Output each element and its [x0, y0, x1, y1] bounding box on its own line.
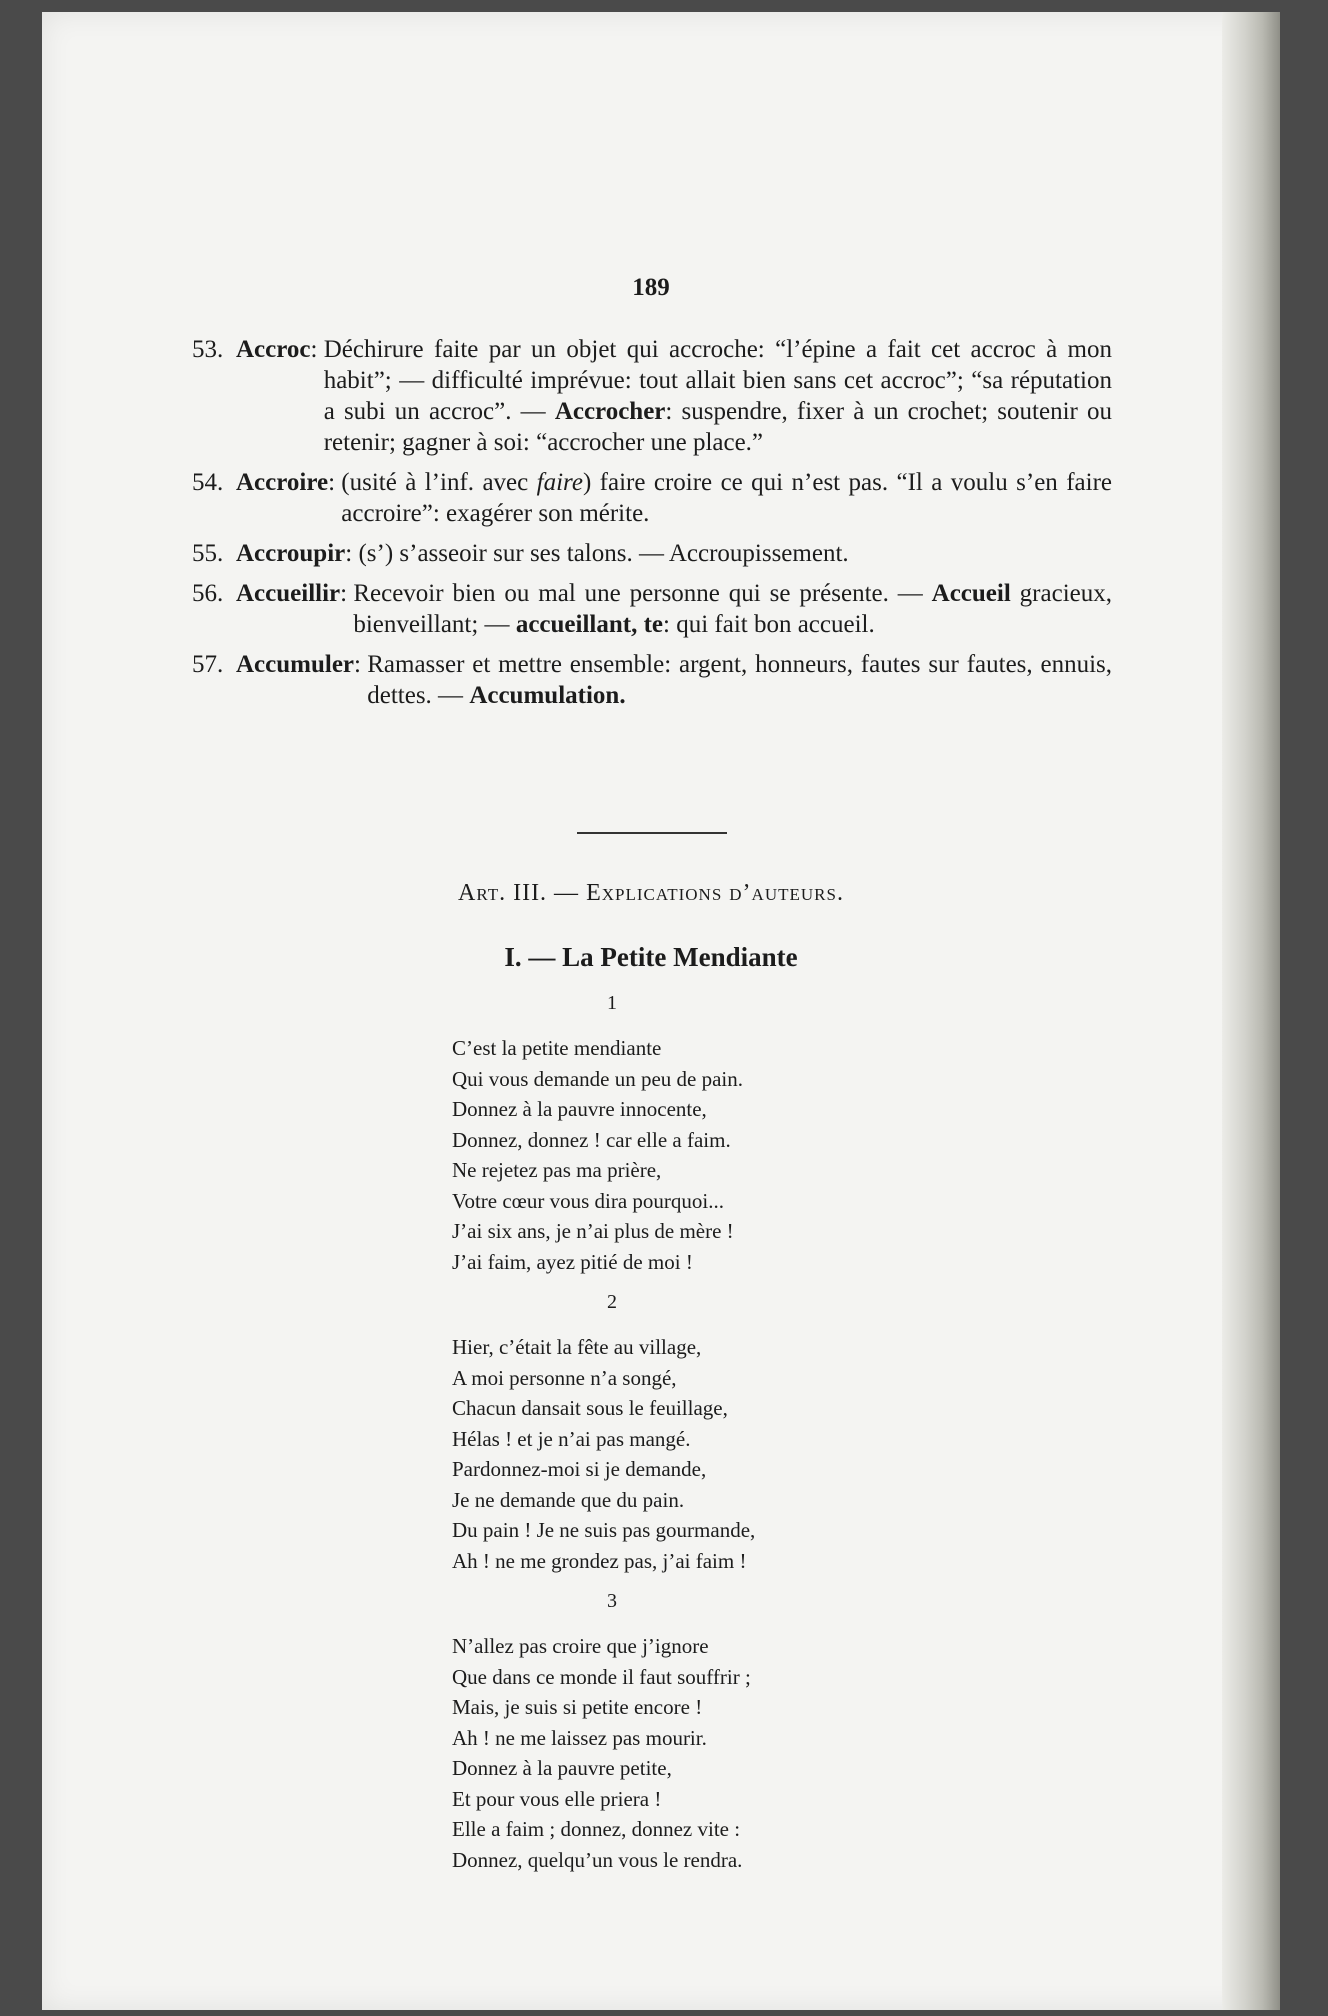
definition-term: Accumulation.	[469, 682, 626, 709]
definition-text: ) faire croire ce qui n’est pas. “Il a voulu s’en faire accroire”: exagérer son mérite.	[341, 469, 1113, 527]
poem-line: Qui vous demande un peu de pain.	[452, 1066, 744, 1091]
poem-line: Ah ! ne me laissez pas mourir.	[452, 1725, 707, 1750]
poem-line: Donnez, quelqu’un vous le rendra.	[452, 1847, 743, 1872]
entry-colon: :	[310, 336, 324, 363]
entry-definition	[341, 467, 1112, 529]
article-heading-title: Explications d’auteurs.	[586, 880, 844, 906]
entry-colon: :	[340, 580, 354, 607]
entry	[192, 538, 1112, 569]
entry-headword: Accumuler	[236, 651, 355, 678]
poem-title: I. — La Petite Mendiante	[504, 942, 798, 972]
stanza	[452, 1291, 972, 1576]
entry	[192, 649, 1112, 711]
poem-line: Elle a faim ; donnez, donnez vite :	[452, 1817, 741, 1841]
stanza-number: 1	[607, 992, 617, 1014]
entry-definition	[353, 578, 1112, 640]
definition-term: Accrocher	[554, 398, 666, 425]
page-number: 189	[632, 274, 670, 301]
poem-line: Donnez à la pauvre petite,	[452, 1756, 672, 1780]
poem-line: Que dans ce monde il faut souffrir ;	[452, 1664, 751, 1689]
page-edge	[1222, 12, 1280, 2010]
poem-line: Je ne demande que du pain.	[452, 1487, 685, 1512]
definition-italic: faire	[536, 469, 583, 496]
poem-line: Donnez à la pauvre innocente,	[452, 1097, 707, 1121]
stanza-lines	[452, 1631, 972, 1875]
poem-line: C’est la petite mendiante	[452, 1036, 662, 1060]
entry	[192, 334, 1112, 458]
entry-definition	[358, 538, 1112, 569]
poem-line: A moi personne n’a songé,	[452, 1365, 677, 1390]
definition-term: Accueil	[931, 580, 1011, 607]
stanza	[452, 1590, 972, 1875]
definition-text: gracieux, bienveillant; —	[353, 580, 1112, 638]
poem-line: Chacun dansait sous le feuillage,	[452, 1396, 728, 1420]
stanza	[452, 992, 972, 1277]
article-heading	[42, 880, 1260, 907]
definition-text: Recevoir bien ou mal une personne qui se présente. —	[353, 580, 932, 607]
definition-text: : qui fait bon accueil.	[663, 611, 875, 638]
section-divider	[577, 832, 727, 834]
definition-text: Ramasser et mettre ensemble: argent, honneurs, fautes sur fautes, ennuis, dettes. —	[367, 651, 1112, 709]
definition-text: : suspendre, fixer à un crochet; soutenir ou retenir; gagner à soi: “accrocher une place.”	[323, 398, 1112, 456]
entry-definition	[324, 334, 1112, 458]
entry-headword: Accroc	[236, 336, 311, 363]
stanza-lines	[452, 1033, 972, 1277]
entry-number: 56.	[192, 580, 224, 607]
poem-line: Votre cœur vous dira pourquoi...	[452, 1188, 724, 1213]
entry-colon: :	[328, 469, 342, 496]
poem-line: Et pour vous elle priera !	[452, 1786, 662, 1811]
poem-line: Mais, je suis si petite encore !	[452, 1695, 703, 1719]
poem-line: Pardonnez-moi si je demande,	[452, 1457, 707, 1481]
entry-number: 54.	[192, 469, 224, 496]
entry-number: 57.	[192, 651, 224, 678]
entry-headword: Accroire	[236, 469, 329, 496]
book-page	[42, 12, 1280, 2010]
stanza-number: 3	[607, 1590, 617, 1612]
poem-line: Ah ! ne me grondez pas, j’ai faim !	[452, 1548, 747, 1573]
poem-line: Donnez, donnez ! car elle a faim.	[452, 1127, 731, 1152]
poem-line: Hier, c’était la fête au village,	[452, 1335, 702, 1359]
entry-colon: :	[345, 540, 359, 567]
poem-line: Du pain ! Je ne suis pas gourmande,	[452, 1518, 756, 1542]
poem-line: J’ai faim, ayez pitié de moi !	[452, 1249, 693, 1274]
entry-colon: :	[354, 651, 368, 678]
stanza-number: 2	[607, 1291, 617, 1313]
definition-text: (s’) s’asseoir sur ses talons. — Accroupissement.	[358, 540, 849, 567]
entry-definition	[367, 649, 1112, 711]
entry-headword: Accueillir	[236, 580, 341, 607]
entry-number: 55.	[192, 540, 224, 567]
stanza-lines	[452, 1332, 972, 1576]
article-heading-prefix: Art. III. —	[458, 880, 587, 906]
poem	[452, 992, 972, 1889]
entry	[192, 578, 1112, 640]
definition-term: accueillant, te	[515, 611, 663, 638]
vocabulary-entries	[192, 334, 1112, 720]
definition-text: Déchirure faite par un objet qui accroche: “l’épine a fait cet accroc à mon habit”; — difficulté imprévue: tout allait bien sans cet accroc”; “sa réputation a subi un accroc”. —	[323, 336, 1112, 425]
poem-line: J’ai six ans, je n’ai plus de mère !	[452, 1219, 734, 1243]
entry-number: 53.	[192, 336, 224, 363]
entry	[192, 467, 1112, 529]
definition-text: (usité à l’inf. avec	[341, 469, 537, 496]
entry-headword: Accroupir	[236, 540, 346, 567]
poem-line: Ne rejetez pas ma prière,	[452, 1158, 662, 1182]
poem-line: Hélas ! et je n’ai pas mangé.	[452, 1426, 691, 1451]
poem-line: N’allez pas croire que j’ignore	[452, 1634, 709, 1658]
